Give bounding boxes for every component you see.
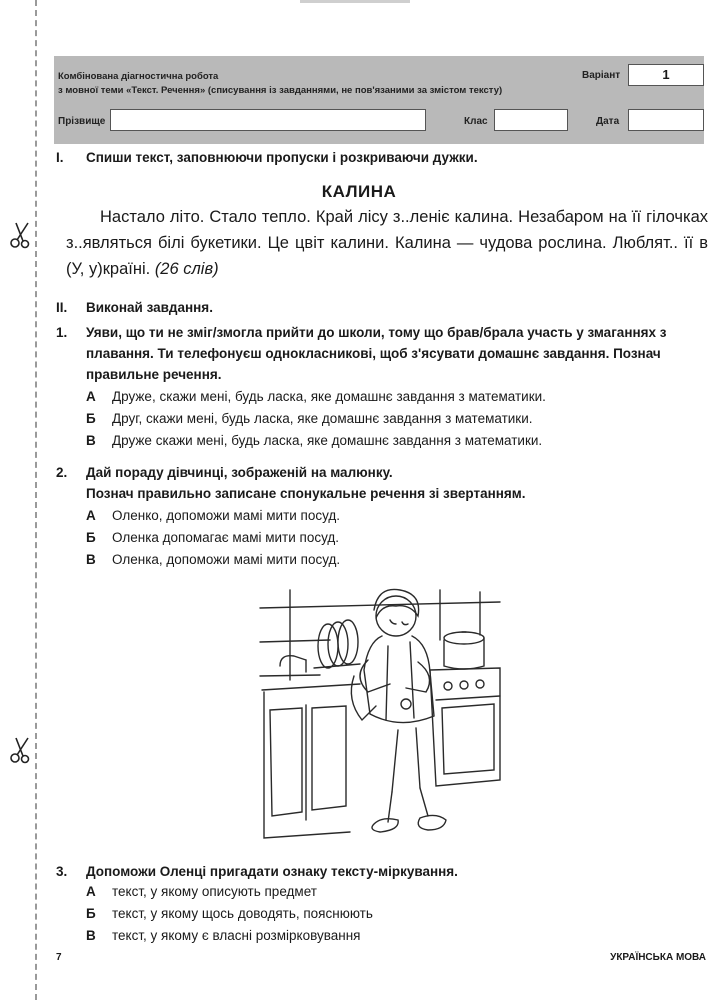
question-3-option-c[interactable]: текст, у якому є власні розмірковування — [112, 928, 361, 943]
header-form — [54, 56, 704, 144]
class-field[interactable] — [494, 109, 568, 131]
question-3-option-b[interactable]: текст, у якому щось доводять, пояснюють — [112, 906, 373, 921]
cut-line — [35, 0, 37, 1000]
question-2-option-b[interactable]: Оленка допомагає мамі мити посуд. — [112, 530, 340, 545]
text-title: КАЛИНА — [321, 182, 397, 201]
section-2-number: II. — [56, 300, 68, 315]
option-letter: В — [86, 928, 96, 943]
top-margin-mark — [300, 0, 410, 3]
scissors-icon — [8, 220, 34, 250]
option-letter: Б — [86, 906, 96, 921]
question-1-option-c[interactable]: Друже скажи мені, будь ласка, яке домашнє завдання з математики. — [112, 433, 543, 448]
question-2-option-a[interactable]: Оленко, допоможи мамі мити посуд. — [112, 508, 341, 523]
question-3-text: Допоможи Оленці пригадати ознаку тексту-міркування. — [86, 864, 458, 879]
dictation-text: Настало літо. Стало тепло. Край лісу з..леніє калина. Незабаром на її гілочках з..являться білі букетики. Це цвіт калини. Калина — чудова рослина. Люблят.. її в (У, у)країні. (26 слів) — [66, 208, 708, 278]
subject-label: УКРАЇНСЬКА МОВА — [610, 952, 706, 963]
option-letter: Б — [86, 411, 96, 426]
question-1-number: 1. — [56, 325, 68, 340]
option-letter: А — [86, 884, 96, 899]
question-3-number: 3. — [56, 864, 68, 879]
option-letter: Б — [86, 530, 96, 545]
scissors-icon — [8, 735, 34, 765]
class-label: Клас — [464, 116, 488, 127]
variant-field[interactable]: 1 — [628, 64, 704, 86]
surname-label: Прізвище — [58, 116, 106, 127]
surname-field[interactable] — [110, 109, 426, 131]
question-1-option-a[interactable]: Друже, скажи мені, будь ласка, яке домашнє завдання з математики. — [112, 389, 546, 404]
worksheet-title: Комбінована діагностична робота з мовної теми «Текст. Речення» (списування із завданнями, не пов'язаними за змістом тексту) — [58, 71, 503, 96]
question-1-option-b[interactable]: Друг, скажи мені, будь ласка, яке домашнє завдання з математики. — [112, 411, 533, 426]
section-1-number: I. — [56, 150, 64, 165]
variant-label: Варіант — [582, 70, 621, 81]
word-count: (26 слів) — [154, 260, 219, 278]
section-2-instruction: Виконай завдання. — [86, 300, 213, 315]
question-1-text: Уяви, що ти не зміг/змогла прийти до школи, тому що брав/брала участь у змаганнях з плавання. Ти телефонуєш однокласникові, щоб з'ясувати домашнє завдання. Познач правильне речення. — [86, 325, 667, 382]
option-letter: В — [86, 552, 96, 567]
option-letter: В — [86, 433, 96, 448]
option-letter: А — [86, 508, 96, 523]
date-label: Дата — [596, 116, 620, 127]
question-2-option-c[interactable]: Оленка, допоможи мамі мити посуд. — [112, 552, 341, 567]
question-3-option-a[interactable]: текст, у якому описують предмет — [112, 884, 317, 899]
section-1-instruction: Спиши текст, заповнюючи пропуски і розкриваючи дужки. — [86, 150, 478, 165]
page-number: 7 — [56, 952, 62, 963]
date-field[interactable] — [628, 109, 704, 131]
option-letter: А — [86, 389, 96, 404]
girl-washing-dishes-illustration — [250, 580, 510, 850]
question-2-number: 2. — [56, 465, 68, 480]
question-2-text: Дай пораду дівчинці, зображеній на малюнку. Познач правильно записане спонукальне речення зі звертанням. — [86, 465, 526, 501]
